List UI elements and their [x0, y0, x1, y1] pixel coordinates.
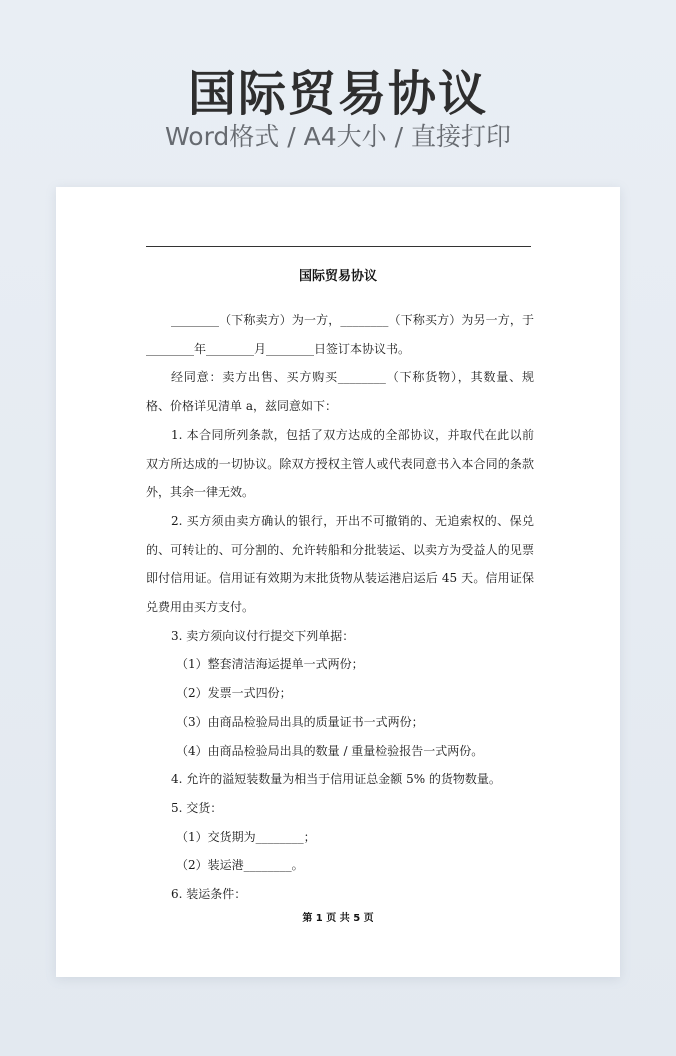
- opening-paragraph: ________（下称卖方）为一方，________（下称买方）为另一方，于________年________月________日签订本协议书。: [146, 313, 534, 356]
- clause-5-item-1: （1）交货期为________；: [176, 829, 316, 844]
- clause-3: 3. 卖方须向议付行提交下列单据：: [171, 628, 355, 643]
- clause-2: 2. 买方须由卖方确认的银行，开出不可撤销的、无追索权的、保兑的、可转让的、可分割的、允许转船和分批装运、以卖方为受益人的见票即付信用证。信用证有效期为末批货物从装运港启运后 45 天。信用证保兑费用由买方支付。: [146, 513, 534, 615]
- banner-title: 国际贸易协议: [187, 66, 488, 122]
- clause-3-item-2: （2）发票一式四份；: [176, 686, 292, 701]
- document-body: [146, 306, 534, 909]
- document-title: 国际贸易协议: [298, 269, 377, 284]
- header-rule: [146, 246, 531, 247]
- clause-5-item-2: （2）装运港________。: [176, 858, 304, 873]
- clause-3-item-4: （4）由商品检验局出具的数量 / 重量检验报告一式两份。: [176, 743, 484, 758]
- document-page: [56, 187, 620, 977]
- clause-3-item-1: （1）整套清洁海运提单一式两份；: [176, 657, 364, 672]
- clause-5: 5. 交货：: [171, 800, 223, 815]
- agreement-paragraph: 经同意：卖方出售、买方购买________（下称货物），其数量、规格、价格详见清单 a，兹同意如下：: [146, 370, 534, 414]
- clause-6: 6. 装运条件：: [171, 887, 247, 902]
- page-number-footer: 第 1 页 共 5 页: [302, 913, 374, 924]
- clause-1: 1. 本合同所列条款，包括了双方达成的全部协议，并取代在此以前双方所达成的一切协议。除双方授权主管人或代表同意书入本合同的条款外，其余一律无效。: [146, 427, 534, 500]
- clause-3-item-3: （3）由商品检验局出具的质量证书一式两份；: [176, 714, 424, 729]
- banner-subtitle: Word格式 / A4大小 / 直接打印: [165, 122, 511, 151]
- clause-4: 4. 允许的溢短装数量为相当于信用证总金额 5% 的货物数量。: [171, 772, 501, 787]
